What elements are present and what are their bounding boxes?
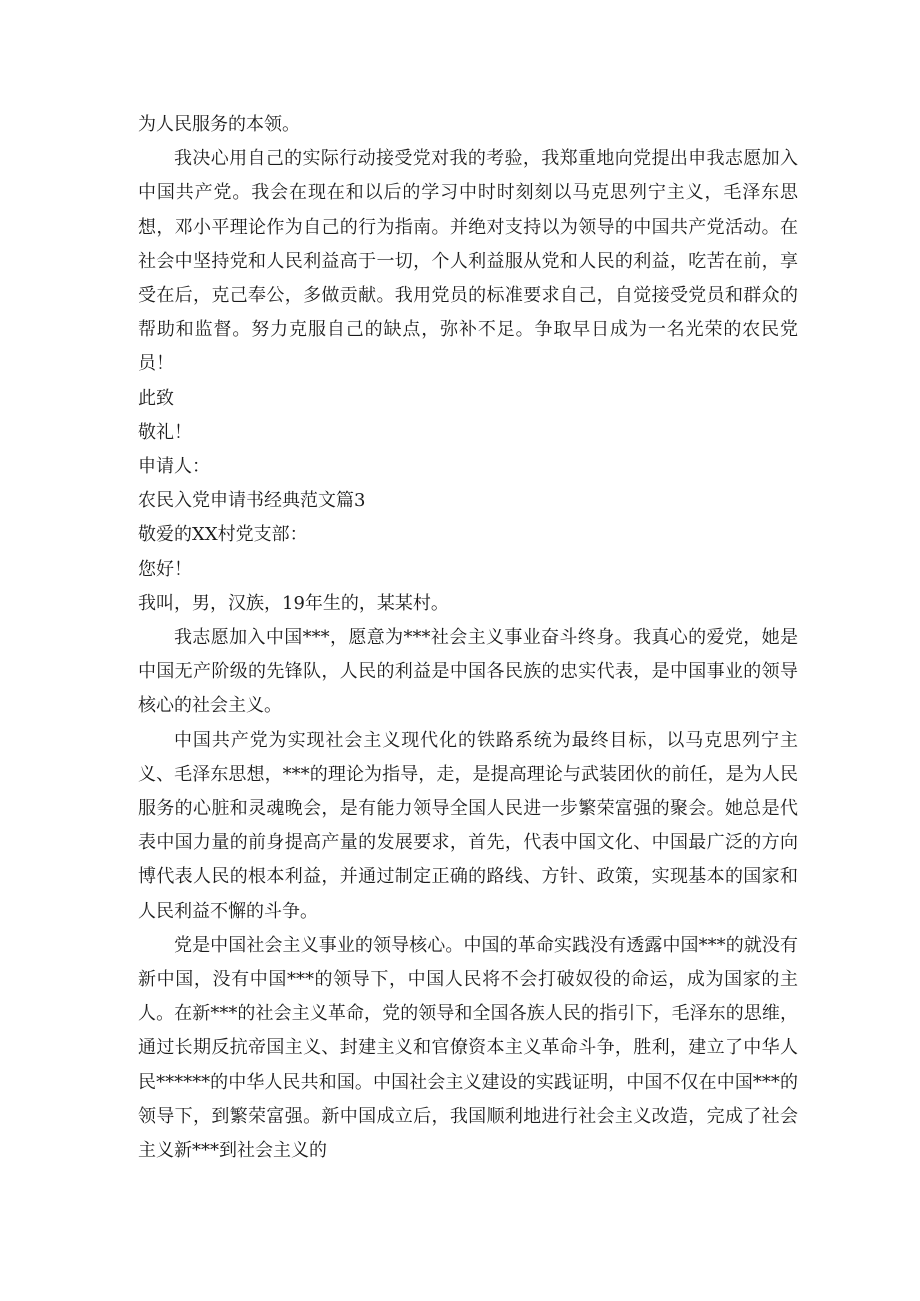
- closing-salutation: 此致: [138, 387, 174, 409]
- self-introduction: 我叫，男，汉族，19年生的，某某村。: [138, 592, 449, 614]
- document-body: [138, 108, 798, 1168]
- paragraph: 为人民服务的本领。: [138, 114, 300, 135]
- paragraph: 我志愿加入中国***，愿意为***社会主义事业奋斗终身。我真心的爱党，她是中国无产阶级的先锋队，人民的利益是中国各民族的忠实代表，是中国事业的领导核心的社会主义。: [138, 627, 798, 717]
- letter-addressee: 敬爱的XX村党支部：: [138, 524, 308, 546]
- paragraph: 中国共产党为实现社会主义现代化的铁路系统为最终目标，以马克思列宁主义、毛泽东思想，***的理论为指导，走，是提高理论与武装团伙的前任，是为人民服务的心脏和灵魂晚会，是有能力领导全国人民进一步繁荣富强的聚会。她总是代表中国力量的前身提高产量的发展要求，首先，代表中国文化、中国最广泛的方向博代表人民的根本利益，并通过制定正确的路线、方针、政策，实现基本的国家和人民利益不懈的斗争。: [138, 729, 798, 922]
- section-heading: 农民入党申请书经典范文篇3: [138, 490, 366, 512]
- closing-regards: 敬礼！: [138, 421, 192, 443]
- paragraph: 我决心用自己的实际行动接受党对我的考验，我郑重地向党提出申我志愿加入中国共产党。我会在现在和以后的学习中时时刻刻以马克思列宁主义，毛泽东思想，邓小平理论作为自己的行为指南。并绝对支持以为领导的中国共产党活动。在社会中坚持党和人民利益高于一切，个人利益服从党和人民的利益，吃苦在前，享受在后，克己奉公，多做贡献。我用党员的标准要求自己，自觉接受党员和群众的帮助和监督。努力克服自己的缺点，弥补不足。争取早日成为一名光荣的农民党员！: [138, 148, 798, 375]
- paragraph: 党是中国社会主义事业的领导核心。中国的革命实践没有透露中国***的就没有新中国，没有中国***的领导下，中国人民将不会打破奴役的命运，成为国家的主人。在新***的社会主义革命，党的领导和全国各族人民的指引下，毛泽东的思维，通过长期反抗帝国主义、封建主义和官僚资本主义革命斗争，胜利，建立了中华人民******的中华人民共和国。中国社会主义建设的实践证明，中国不仅在中国***的领导下，到繁荣富强。新中国成立后，我国顺利地进行社会主义改造，完成了社会主义新***到社会主义的: [138, 934, 798, 1162]
- letter-greeting: 您好！: [138, 558, 192, 580]
- applicant-label: 申请人：: [138, 456, 210, 478]
